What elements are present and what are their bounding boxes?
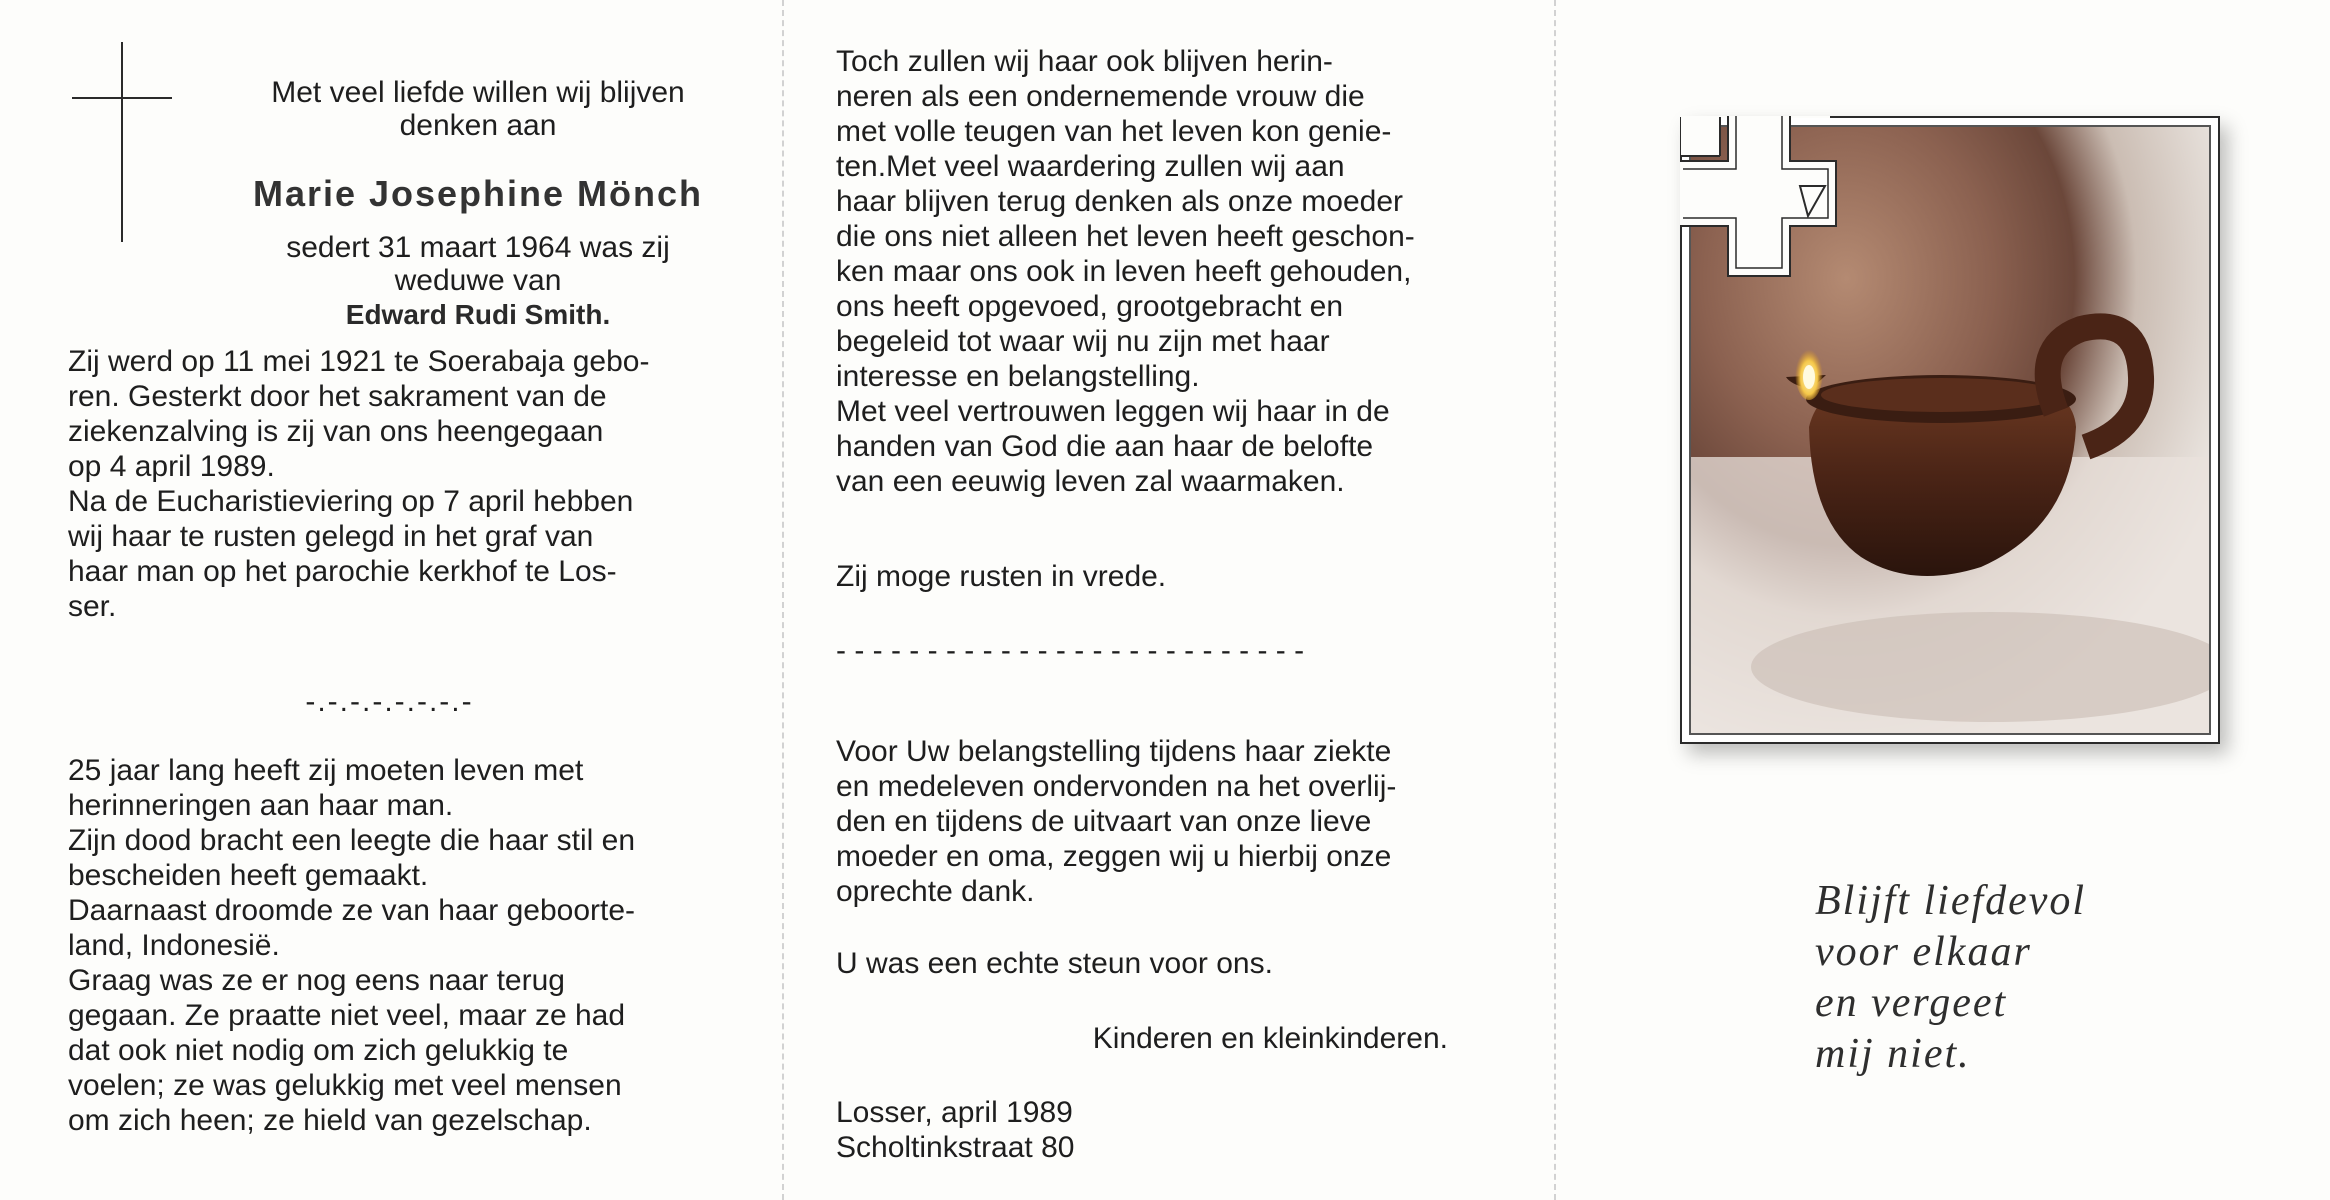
- signature-text: Kinderen en kleinkinderen.: [1092, 1022, 1448, 1055]
- rest-in-peace-text: Zij moge rusten in vrede.: [836, 560, 1167, 593]
- fold-line-left: [782, 0, 784, 1200]
- memory-text: 25 jaar lang heeft zij moeten leven met herinneringen aan haar man. Zijn dood bracht een leegte die haar stil en bescheiden heeft gemaakt. Daarnaast droomde ze van haar geboorte- land, Indonesië. Graag was ze er nog eens naar terug gegaan. Ze praatte niet veel, maar ze had dat ook niet nodig om zich gelukkig te voelen; ze was gelukkig met veel mensen om zich heen; ze hield van gezelschap.: [68, 754, 636, 1137]
- husband-name: Edward Rudi Smith.: [345, 299, 611, 330]
- remembrance-text: Toch zullen wij haar ook blijven herin- neren als een ondernemende vrouw die met volle teugen van het leven kon genie- ten.Met veel waardering zullen wij aan haar blijven terug denken als onze moeder die ons niet alleen het leven heeft geschon- ken maar ons ook in leven heeft gehouden, ons heeft opgevoed, grootgebracht en begeleid tot waar wij nu zijn met haar interesse en belangstelling. Met veel vertrouwen leggen wij haar in de handen van God die aan haar de belofte van een eeuwig leven zal waarmaken.: [836, 45, 1415, 498]
- dashed-separator: - - - - - - - - - - - - - - - - - - - - - - - - - -: [836, 634, 1305, 656]
- cross-icon: [121, 42, 123, 242]
- cross-cutout-icon: [1680, 116, 2216, 740]
- address: Scholtinkstraat 80: [836, 1131, 1075, 1164]
- poem-text: Blijft liefdevol voor elkaar en vergeet mij niet.: [1815, 878, 2087, 1077]
- widow-text: sedert 31 maart 1964 was zij weduwe van: [286, 231, 670, 297]
- cross-icon-bar: [72, 97, 172, 99]
- deceased-name: Marie Josephine Mönch: [252, 173, 704, 214]
- biography-text: Zij werd op 11 mei 1921 te Soerabaja gebo- ren. Gesterkt door het sakrament van de ziekenzalving is zij van ons heengegaan op 4 april 1989. Na de Eucharistieviering op 7 april hebben wij haar te rusten gelegd in het graf van haar man op het parochie kerkhof te Los- ser.: [68, 345, 650, 623]
- section-divider: -.-.-.-.-.-.-.-: [305, 685, 474, 718]
- fold-line-right: [1554, 0, 1556, 1200]
- thanks-text: Voor Uw belangstelling tijdens haar ziekte en medeleven ondervonden na het overlij- den en tijdens de uitvaart van onze lieve moeder en oma, zeggen wij u hierbij onze oprechte dank.: [836, 735, 1397, 908]
- intro-text: Met veel liefde willen wij blijven denken aan: [271, 76, 685, 142]
- place-date: Losser, april 1989: [836, 1096, 1073, 1129]
- support-text: U was een echte steun voor ons.: [836, 947, 1273, 980]
